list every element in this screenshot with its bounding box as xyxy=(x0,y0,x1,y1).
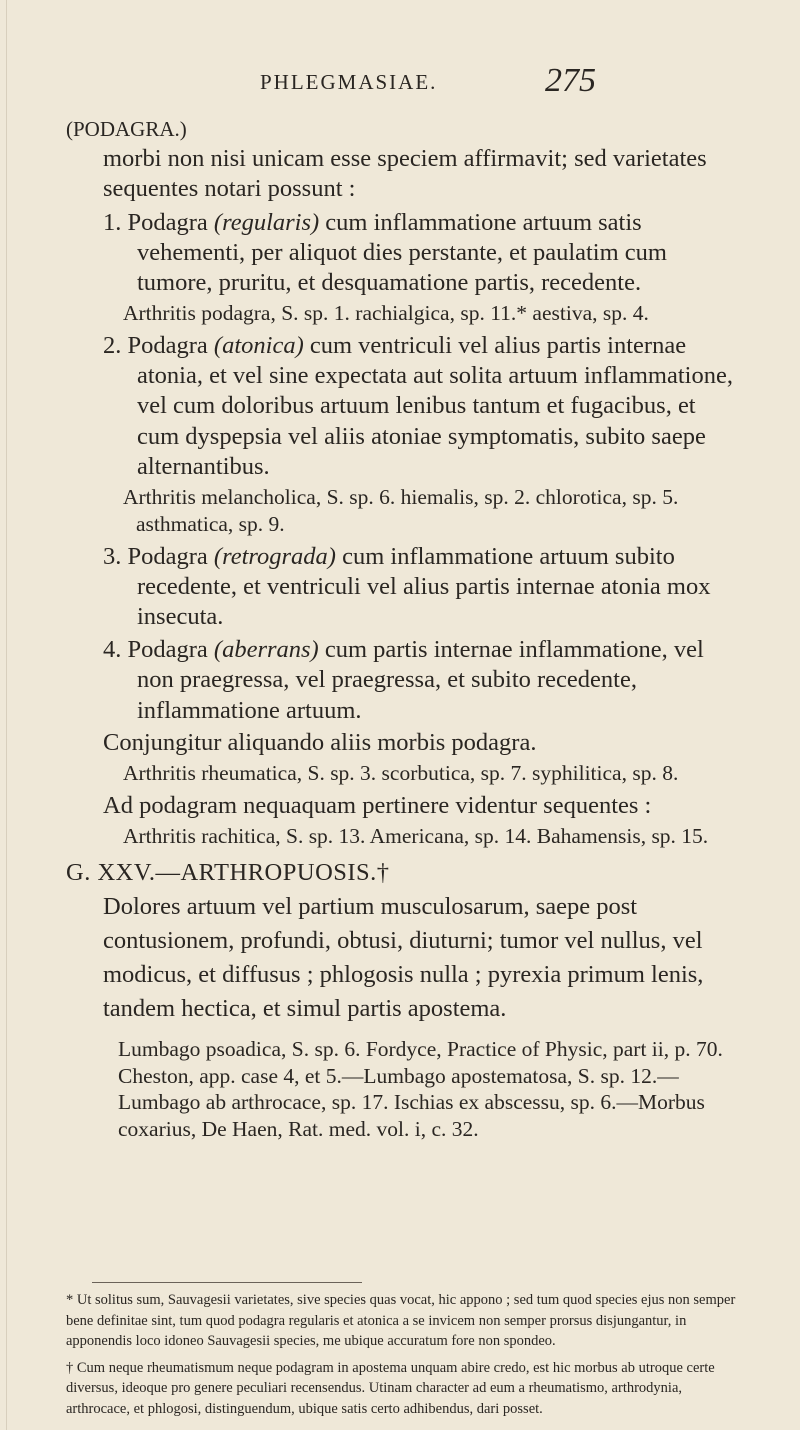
variety-2: 2. Podagra (atonica) cum ventriculi vel alius partis internae atonia, et vel sine expectata aut solita artuum inflammatione, vel cum doloribus artuum lenibus tantum et fugacibus, et cum dyspepsia vel aliis atoniae symptomatis, subito saepe alternantibus. xyxy=(103,332,733,480)
variety-4: 4. Podagra (aberrans) cum partis internae inflammatione, vel non praegressa, vel praegressa, et subito recedente, inflammatione artuum. xyxy=(103,636,704,724)
genus-heading: G. XXV.—ARTHROPUOSIS.† xyxy=(66,858,390,886)
footnotes xyxy=(66,1290,742,1420)
conjungitur-line: Conjungitur aliquando aliis morbis podagra. xyxy=(103,728,537,756)
page-number: 275 xyxy=(545,62,596,99)
section-label: (PODAGRA.) xyxy=(66,117,187,141)
genus-references: Lumbago psoadica, S. sp. 6. Fordyce, Practice of Physic, part ii, p. 70. Cheston, app. case 4, et 5.—Lumbago apostematosa, S. sp. 12.—Lumbago ab arthrocace, sp. 17. Ischias ex abscessu, sp. 6.—Morbus coxarius, De Haen, Rat. med. vol. i, c. 32. xyxy=(118,1037,723,1141)
intro-paragraph: morbi non nisi unicam esse speciem affirmavit; sed varietates sequentes notari possunt : xyxy=(103,145,707,203)
variety-3: 3. Podagra (retrograda) cum inflammatione artuum subito recedente, et ventriculi vel alius partis internae atonia mox insecuta. xyxy=(103,542,711,631)
conjungitur-synonyms: Arthritis rheumatica, S. sp. 3. scorbutica, sp. 7. syphilitica, sp. 8. xyxy=(123,761,679,786)
variety-1-synonyms: Arthritis podagra, S. sp. 1. rachialgica, sp. 11.* aestiva, sp. 4. xyxy=(123,301,649,326)
running-head xyxy=(0,62,800,102)
genus-definition: Dolores artuum vel partium musculosarum, saepe post contusionem, profundi, obtusi, diuturni; tumor vel nullus, vel modicus, et diffusus ; phlogosis nulla ; pyrexia primum lenis, tandem hectica, et simul partis apostema. xyxy=(103,893,704,1023)
variety-2-synonyms: Arthritis melancholica, S. sp. 6. hiemalis, sp. 2. chlorotica, sp. 5. asthmatica, sp. 9. xyxy=(123,485,679,536)
non-pertinent-line: Ad podagram nequaquam pertinere videntur sequentes : xyxy=(103,791,652,819)
page-edge-line xyxy=(6,0,7,1430)
non-pertinent-synonyms: Arthritis rachitica, S. sp. 13. Americana, sp. 14. Bahamensis, sp. 15. xyxy=(123,824,709,849)
running-title: PHLEGMASIAE. xyxy=(260,70,438,94)
footnote-1: * Ut solitus sum, Sauvagesii varietates, sive species quas vocat, hic appono ; sed tum quod species ejus non semper bene definitae sint, tum quod podagra regularis et atonica a se invicem non semper prorsus disjungantur, in apponendis loco idoneo Sauvagesii species, me ubique accuratum fore non spondeo. xyxy=(66,1292,736,1350)
body-text xyxy=(66,114,742,1142)
variety-1: 1. Podagra (regularis) cum inflammatione artuum satis vehementi, per aliquot dies perstante, et paulatim cum tumore, pruritu, et desquamatione partis, recedente. xyxy=(103,208,667,297)
footnote-divider xyxy=(92,1282,362,1283)
footnote-2: † Cum neque rheumatismum neque podagram in apostema unquam abire credo, est hic morbus ab utroque certe diversus, ideoque pro genere peculiari recensendus. Utinam character ad eum a rheumatismo, arthrodynia, arthrocace, et phlogosi, distinguendum, ubique satis certo adhibendus, dari posset. xyxy=(66,1359,715,1417)
